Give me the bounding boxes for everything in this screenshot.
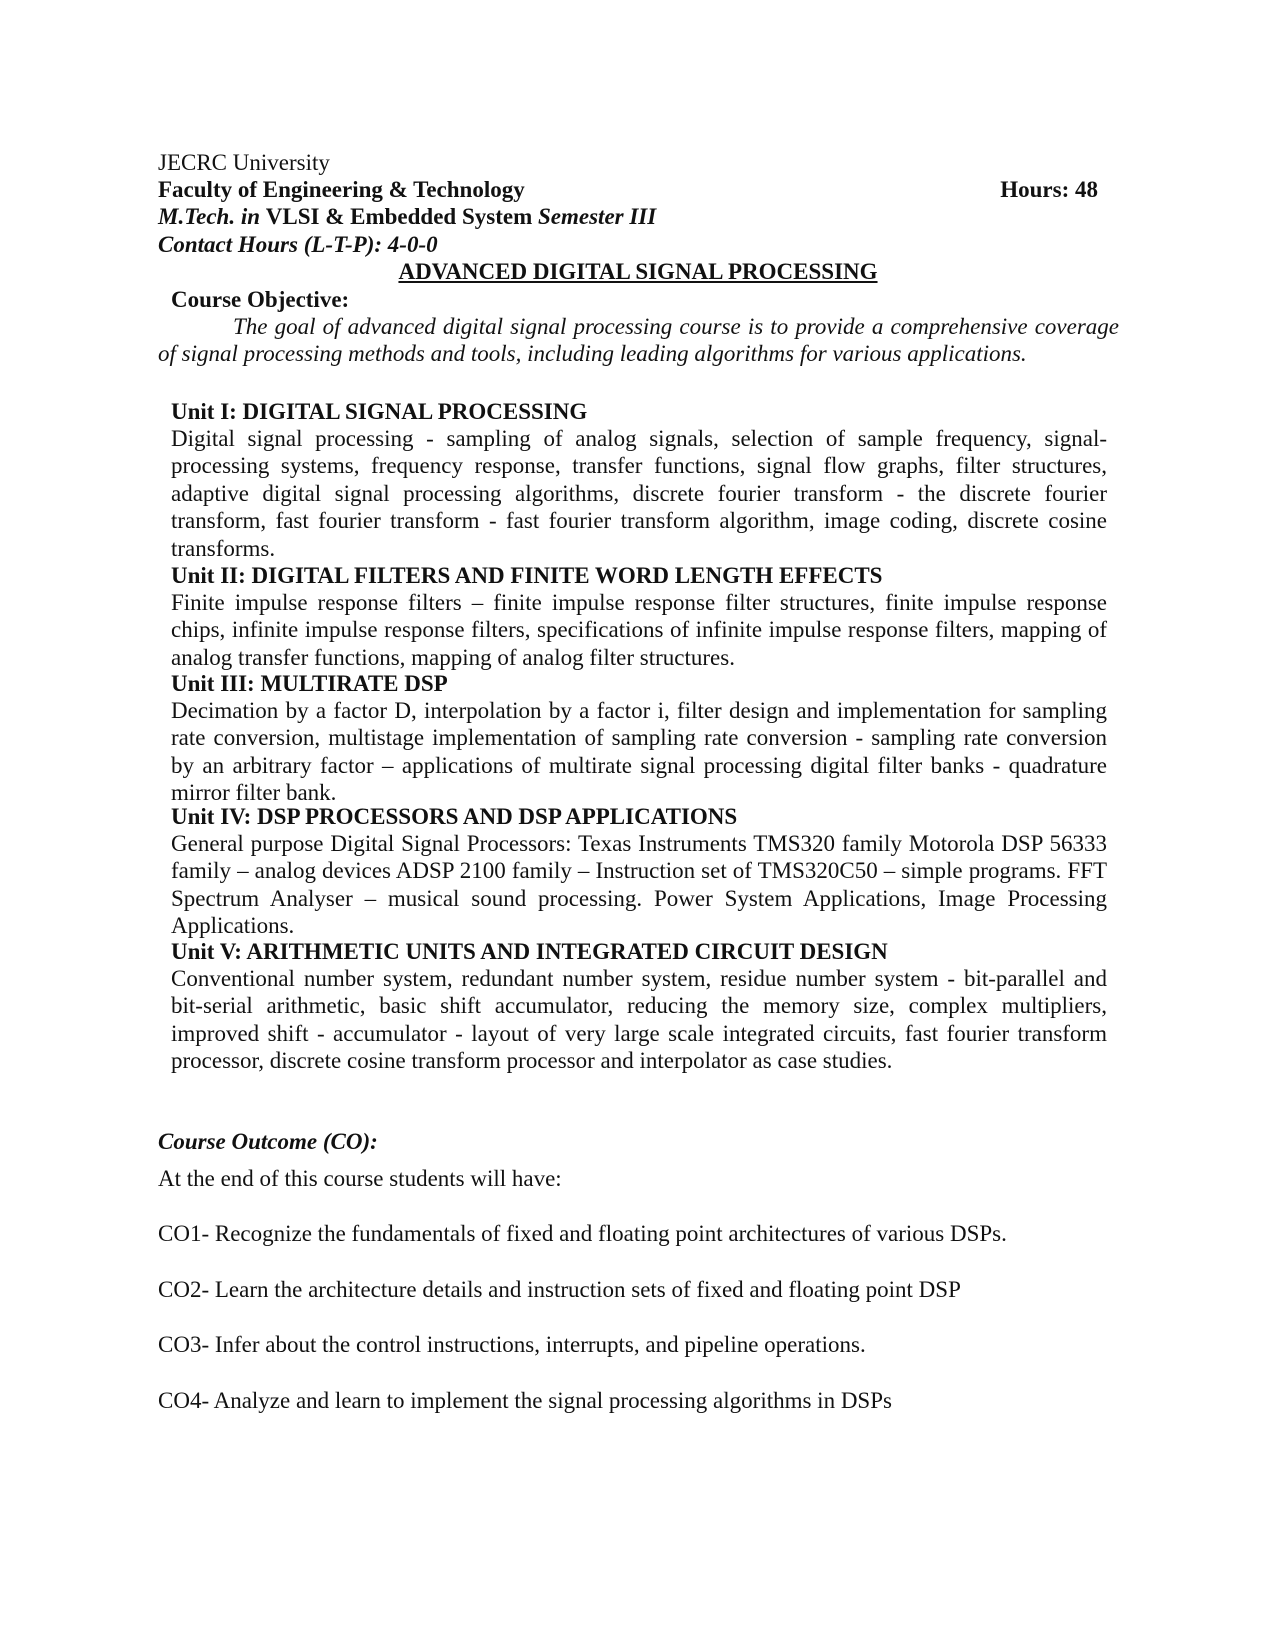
total-hours: Hours: 48 xyxy=(1000,177,1098,202)
course-outcome-item: CO1- Recognize the fundamentals of fixed and floating point architectures of various DSPs. xyxy=(158,1221,1007,1246)
unit-5-title: Unit V: ARITHMETIC UNITS AND INTEGRATED CIRCUIT DESIGN xyxy=(171,939,888,964)
faculty-line xyxy=(158,176,1098,204)
semester: Semester III xyxy=(538,204,657,229)
course-outcome-item: CO3- Infer about the control instructions, interrupts, and pipeline operations. xyxy=(158,1332,866,1357)
course-objective-text: The goal of advanced digital signal processing course is to provide a comprehensive coverage of signal processing methods and tools, including leading algorithms for various applications. xyxy=(158,314,1119,367)
unit-2-body: Finite impulse response filters – finite impulse response filter structures, finite impulse response chips, infinite impulse response filters, specifications of infinite impulse response filters, mapping of analog transfer functions, mapping of analog filter structures. xyxy=(171,590,1107,670)
unit-5-body: Conventional number system, redundant number system, residue number system - bit-parallel and bit-serial arithmetic, basic shift accumulator, reducing the memory size, complex multipliers, improved shift - accumulator - layout of very large scale integrated circuits, fast fourier transform processor, discrete cosine transform processor and interpolator as case studies. xyxy=(171,966,1107,1074)
course-title: ADVANCED DIGITAL SIGNAL PROCESSING xyxy=(398,259,878,284)
unit-2-title: Unit II: DIGITAL FILTERS AND FINITE WORD LENGTH EFFECTS xyxy=(171,563,883,588)
faculty-name: Faculty of Engineering & Technology xyxy=(158,177,525,202)
course-outcome-heading: Course Outcome (CO): xyxy=(158,1129,378,1154)
unit-4-title: Unit IV: DSP PROCESSORS AND DSP APPLICATIONS xyxy=(171,804,738,829)
unit-3-body: Decimation by a factor D, interpolation by a factor i, filter design and implementation for sampling rate conversion, multistage implementation of sampling rate conversion - sampling rate conversion by an arbitrary factor – applications of multirate signal processing digital filter banks - quadrature mirror filter bank. xyxy=(171,698,1107,806)
unit-4-body: General purpose Digital Signal Processors: Texas Instruments TMS320 family Motorola DSP 56333 family – analog devices ADSP 2100 family – Instruction set of TMS320C50 – simple programs. FFT Spectrum Analyser – musical sound processing. Power System Applications, Image Processing Applications. xyxy=(171,831,1107,939)
program-line xyxy=(158,203,1098,230)
course-outcome-item: CO4- Analyze and learn to implement the signal processing algorithms in DSPs xyxy=(158,1388,892,1413)
degree-prefix: M.Tech. in xyxy=(158,204,261,229)
university-name: JECRC University xyxy=(158,150,330,175)
course-outcome-intro: At the end of this course students will have: xyxy=(158,1166,562,1191)
unit-1-title: Unit I: DIGITAL SIGNAL PROCESSING xyxy=(171,399,588,424)
contact-hours: Contact Hours (L-T-P): 4-0-0 xyxy=(158,232,438,257)
program-name: VLSI & Embedded System xyxy=(265,204,533,229)
unit-1-body: Digital signal processing - sampling of analog signals, selection of sample frequency, signal-processing systems, frequency response, transfer functions, signal flow graphs, filter structures, adaptive digital signal processing algorithms, discrete fourier transform - the discrete fourier transform, fast fourier transform - fast fourier transform algorithm, image coding, discrete cosine transforms. xyxy=(171,426,1107,561)
course-outcome-item: CO2- Learn the architecture details and instruction sets of fixed and floating point DSP xyxy=(158,1277,961,1302)
unit-3-title: Unit III: MULTIRATE DSP xyxy=(171,671,448,696)
course-objective-heading: Course Objective: xyxy=(171,287,350,312)
